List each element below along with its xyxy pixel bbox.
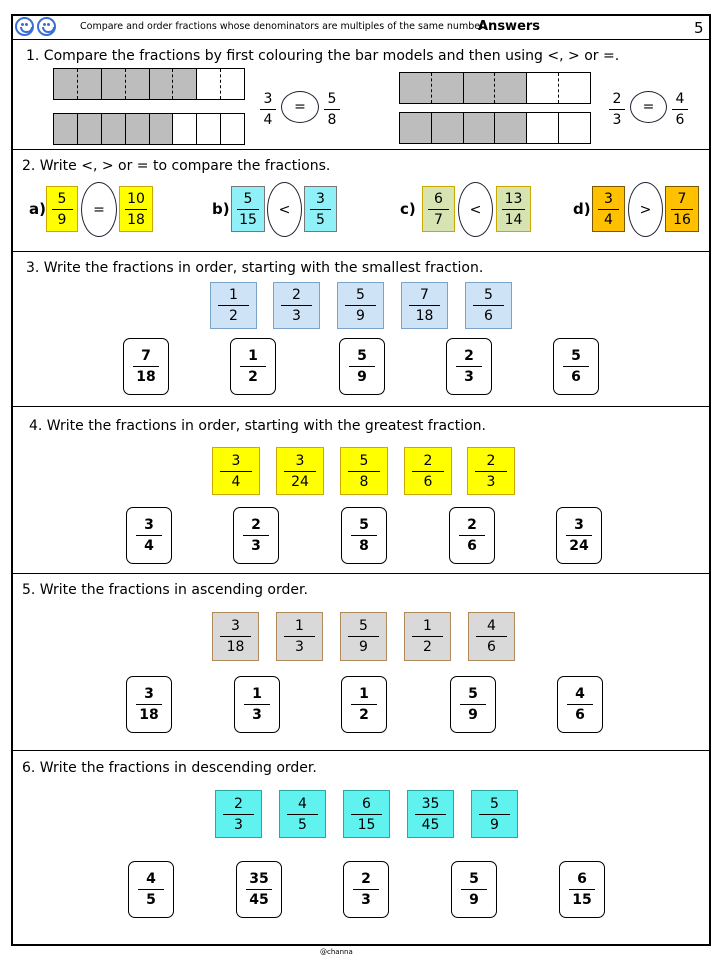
- comparison-symbol: <: [278, 201, 291, 218]
- comparison-symbol: =: [642, 99, 655, 115]
- fraction-tile: [276, 612, 323, 661]
- header-divider: [13, 39, 709, 40]
- fraction-bar: [287, 814, 319, 815]
- fraction-bar: [284, 636, 316, 637]
- section-divider: [13, 573, 709, 574]
- answer-fraction-box[interactable]: [446, 338, 492, 395]
- fraction-tile: 10 18: [119, 186, 153, 232]
- fraction-tile: [465, 282, 512, 329]
- denominator: 3: [252, 707, 262, 723]
- fraction-bar: [353, 889, 379, 890]
- q2-item-label: b): [212, 200, 230, 218]
- denominator: 15: [572, 892, 592, 908]
- q1-bar-model-left-top[interactable]: [53, 68, 245, 100]
- fraction-tile: [340, 447, 388, 495]
- page-number: 5: [694, 19, 704, 37]
- fraction-bar: [281, 305, 313, 306]
- fraction-bar: [243, 535, 269, 536]
- q2-item-label: a): [29, 200, 46, 218]
- fraction-bar: [218, 305, 250, 306]
- fraction-bar: [563, 366, 589, 367]
- bar-segment[interactable]: [559, 113, 590, 143]
- fraction-tile: [468, 612, 515, 661]
- bar-segment[interactable]: [126, 114, 150, 144]
- fraction-tile: [279, 790, 326, 838]
- fraction-tile: 6 7: [422, 186, 455, 232]
- q1-fraction: 4 6: [668, 88, 692, 130]
- fraction-bar: [348, 636, 380, 637]
- denominator: 5: [298, 816, 307, 833]
- bar-segment[interactable]: [495, 73, 527, 103]
- fraction-tile: 5 9: [46, 186, 78, 232]
- bar-segment[interactable]: [78, 114, 102, 144]
- fraction-tile: 13 14: [496, 186, 531, 232]
- fraction-bar: [475, 471, 507, 472]
- fraction-bar: [246, 889, 272, 890]
- numerator: 5: [490, 795, 499, 812]
- bar-segment[interactable]: [400, 113, 432, 143]
- numerator: 4: [575, 686, 585, 702]
- q3-title: 3. Write the fractions in order, starting with the smallest fraction.: [26, 260, 484, 276]
- bar-segment[interactable]: [173, 114, 197, 144]
- numerator: 5: [359, 452, 369, 469]
- fraction-tile: [212, 612, 259, 661]
- bar-segment[interactable]: [464, 113, 496, 143]
- denominator: 24: [569, 538, 589, 554]
- fraction-bar: [461, 889, 487, 890]
- numerator: 6: [362, 795, 371, 812]
- fraction-bar: [459, 535, 485, 536]
- denominator: 9: [469, 892, 479, 908]
- numerator: 7: [420, 287, 429, 303]
- fraction-bar: [138, 889, 164, 890]
- fraction-bar: [460, 704, 486, 705]
- denominator: 2: [423, 639, 432, 655]
- q2-answer-oval[interactable]: [458, 182, 493, 237]
- section-divider: [13, 406, 709, 407]
- fraction-tile: [215, 790, 262, 838]
- denominator: 6: [467, 538, 477, 554]
- numerator: 2: [467, 517, 477, 533]
- answer-fraction-box[interactable]: [553, 338, 599, 395]
- fraction-tile: [467, 447, 515, 495]
- numerator: 6: [577, 871, 587, 887]
- denominator: 8: [359, 473, 369, 490]
- bar-segment[interactable]: [197, 114, 221, 144]
- fraction-bar: [567, 704, 593, 705]
- numerator: 5: [356, 287, 365, 303]
- q1-fraction: 5 8: [320, 88, 344, 130]
- numerator: 3: [295, 452, 305, 469]
- fraction-tile: [276, 447, 324, 495]
- section-divider: [13, 149, 709, 150]
- numerator: 5: [468, 686, 478, 702]
- bar-segment[interactable]: [432, 113, 464, 143]
- numerator: 5: [357, 348, 367, 364]
- fraction-tile: [340, 612, 387, 661]
- denominator: 3: [486, 473, 496, 490]
- q1-answer-oval[interactable]: [630, 91, 667, 123]
- bar-segment[interactable]: [78, 69, 102, 99]
- answer-fraction-box[interactable]: [126, 507, 172, 564]
- denominator: 6: [575, 707, 585, 723]
- q1-bar-model-left-bottom[interactable]: [53, 113, 245, 145]
- denominator: 2: [248, 369, 258, 385]
- denominator: 45: [249, 892, 269, 908]
- numerator: 4: [146, 871, 156, 887]
- fraction-bar: [349, 366, 375, 367]
- denominator: 9: [468, 707, 478, 723]
- numerator: 3: [574, 517, 584, 533]
- denominator: 3: [464, 369, 474, 385]
- numerator: 2: [251, 517, 261, 533]
- footer-credit: @channa: [320, 948, 353, 956]
- fraction-bar: [409, 305, 441, 306]
- q1-bar-model-right-bottom[interactable]: [399, 112, 591, 144]
- answer-fraction-box[interactable]: [339, 338, 385, 395]
- numerator: 3: [144, 517, 154, 533]
- numerator: 4: [487, 618, 496, 634]
- numerator: 1: [423, 618, 432, 634]
- comparison-symbol: =: [294, 99, 306, 115]
- denominator: 4: [231, 473, 241, 490]
- fraction-bar: [220, 636, 252, 637]
- denominator: 3: [292, 308, 301, 324]
- fraction-tile: [401, 282, 448, 329]
- numerator: 5: [571, 348, 581, 364]
- bar-segment[interactable]: [495, 113, 527, 143]
- denominator: 3: [234, 816, 243, 833]
- fraction-bar: [456, 366, 482, 367]
- section-divider: [13, 251, 709, 252]
- denominator: 9: [357, 369, 367, 385]
- fraction-tile: 3 5: [304, 186, 337, 232]
- numerator: 4: [298, 795, 307, 812]
- numerator: 5: [484, 287, 493, 303]
- bar-segment[interactable]: [102, 114, 126, 144]
- denominator: 2: [359, 707, 369, 723]
- answer-fraction-box[interactable]: [233, 507, 279, 564]
- denominator: 5: [146, 892, 156, 908]
- fraction-tile: [404, 612, 451, 661]
- denominator: 24: [291, 473, 309, 490]
- answer-fraction-box[interactable]: [341, 507, 387, 564]
- denominator: 6: [571, 369, 581, 385]
- fraction-bar: [351, 704, 377, 705]
- fraction-tile: [273, 282, 320, 329]
- denominator: 4: [144, 538, 154, 554]
- fraction-bar: [569, 889, 595, 890]
- fraction-tile: [343, 790, 390, 838]
- denominator: 9: [359, 639, 368, 655]
- answer-fraction-box[interactable]: [343, 861, 389, 918]
- q2-item-label: c): [400, 200, 416, 218]
- denominator: 18: [139, 707, 159, 723]
- bar-segment[interactable]: [559, 73, 590, 103]
- bar-segment[interactable]: [126, 69, 150, 99]
- fraction-bar: [223, 814, 255, 815]
- fraction-bar: [284, 471, 316, 472]
- denominator: 9: [490, 816, 499, 833]
- q1-title: 1. Compare the fractions by first colouring the bar models and then using <, > or =.: [26, 48, 620, 64]
- answer-fraction-box[interactable]: [128, 861, 174, 918]
- answer-fraction-box[interactable]: [234, 676, 280, 733]
- fraction-tile: 7 16: [665, 186, 699, 232]
- denominator: 3: [361, 892, 371, 908]
- fraction-bar: [220, 471, 252, 472]
- numerator: 2: [423, 452, 433, 469]
- bar-segment[interactable]: [197, 69, 221, 99]
- bar-segment[interactable]: [400, 73, 432, 103]
- section-divider: [13, 750, 709, 751]
- fraction-bar: [136, 535, 162, 536]
- fraction-tile: [407, 790, 454, 838]
- numerator: 7: [141, 348, 151, 364]
- denominator: 3: [295, 639, 304, 655]
- bar-segment[interactable]: [150, 69, 174, 99]
- numerator: 35: [249, 871, 269, 887]
- numerator: 5: [359, 618, 368, 634]
- numerator: 2: [361, 871, 371, 887]
- bar-segment[interactable]: [221, 114, 244, 144]
- numerator: 35: [421, 795, 440, 812]
- q1-answer-oval[interactable]: [281, 91, 319, 123]
- q5-title: 5. Write the fractions in ascending order.: [22, 582, 308, 598]
- q2-answer-oval[interactable]: [628, 182, 663, 237]
- numerator: 3: [231, 618, 240, 634]
- answer-fraction-box[interactable]: [450, 676, 496, 733]
- fraction-bar: [351, 535, 377, 536]
- answer-fraction-box[interactable]: [556, 507, 602, 564]
- fraction-tile: [471, 790, 518, 838]
- header-description: Compare and order fractions whose denominators are multiples of the same number.: [80, 21, 487, 32]
- q2-item-label: d): [573, 200, 591, 218]
- denominator: 3: [251, 538, 261, 554]
- denominator: 18: [136, 369, 156, 385]
- bar-segment[interactable]: [150, 114, 174, 144]
- numerator: 1: [359, 686, 369, 702]
- bar-segment[interactable]: [221, 69, 244, 99]
- numerator: 5: [469, 871, 479, 887]
- q1-fraction: 3 4: [256, 88, 280, 130]
- fraction-bar: [473, 305, 505, 306]
- fraction-tile: [210, 282, 257, 329]
- numerator: 5: [359, 517, 369, 533]
- comparison-symbol: <: [469, 201, 482, 218]
- fraction-bar: [136, 704, 162, 705]
- answer-fraction-box[interactable]: [451, 861, 497, 918]
- bar-segment[interactable]: [527, 113, 559, 143]
- fraction-bar: [412, 636, 444, 637]
- denominator: 2: [229, 308, 238, 324]
- fraction-bar: [566, 535, 592, 536]
- numerator: 2: [486, 452, 496, 469]
- numerator: 3: [144, 686, 154, 702]
- answer-fraction-box[interactable]: [449, 507, 495, 564]
- numerator: 1: [252, 686, 262, 702]
- denominator: 6: [487, 639, 496, 655]
- fraction-bar: [479, 814, 511, 815]
- denominator: 8: [359, 538, 369, 554]
- fraction-bar: [345, 305, 377, 306]
- comparison-symbol: >: [639, 201, 652, 218]
- fraction-bar: [476, 636, 508, 637]
- bar-segment[interactable]: [464, 73, 496, 103]
- numerator: 2: [464, 348, 474, 364]
- numerator: 3: [231, 452, 241, 469]
- answers-label: Answers: [478, 19, 541, 34]
- bar-segment[interactable]: [173, 69, 197, 99]
- q1-fraction: 2 3: [605, 88, 629, 130]
- answer-fraction-box[interactable]: [123, 338, 169, 395]
- denominator: 18: [226, 639, 245, 655]
- bar-segment[interactable]: [432, 73, 464, 103]
- answer-fraction-box[interactable]: [230, 338, 276, 395]
- fraction-tile: 5 15: [231, 186, 265, 232]
- numerator: 1: [295, 618, 304, 634]
- answer-fraction-box[interactable]: [557, 676, 603, 733]
- denominator: 9: [356, 308, 365, 324]
- fraction-bar: [415, 814, 447, 815]
- fraction-tile: [404, 447, 452, 495]
- numerator: 2: [292, 287, 301, 303]
- q6-title: 6. Write the fractions in descending order.: [22, 760, 317, 776]
- bar-segment[interactable]: [54, 69, 78, 99]
- denominator: 18: [415, 308, 434, 324]
- denominator: 6: [484, 308, 493, 324]
- fraction-bar: [244, 704, 270, 705]
- fraction-bar: [412, 471, 444, 472]
- answer-fraction-box[interactable]: [559, 861, 605, 918]
- comparison-symbol: =: [93, 201, 105, 218]
- numerator: 1: [229, 287, 238, 303]
- q2-answer-oval[interactable]: [267, 182, 302, 237]
- denominator: 45: [421, 816, 440, 833]
- bar-segment[interactable]: [527, 73, 559, 103]
- numerator: 1: [248, 348, 258, 364]
- fraction-bar: [351, 814, 383, 815]
- fraction-tile: [337, 282, 384, 329]
- fraction-bar: [348, 471, 380, 472]
- fraction-tile: 3 4: [592, 186, 625, 232]
- bar-segment[interactable]: [54, 114, 78, 144]
- answer-fraction-box[interactable]: [341, 676, 387, 733]
- denominator: 15: [357, 816, 376, 833]
- q1-bar-model-right-top[interactable]: [399, 72, 591, 104]
- answer-fraction-box[interactable]: [236, 861, 282, 918]
- numerator: 2: [234, 795, 243, 812]
- answer-fraction-box[interactable]: [126, 676, 172, 733]
- q2-title: 2. Write <, > or = to compare the fractions.: [22, 158, 331, 174]
- bar-segment[interactable]: [102, 69, 126, 99]
- q2-answer-oval[interactable]: [81, 182, 117, 237]
- fraction-bar: [240, 366, 266, 367]
- q4-title: 4. Write the fractions in order, starting with the greatest fraction.: [29, 418, 486, 434]
- fraction-bar: [133, 366, 159, 367]
- fraction-tile: [212, 447, 260, 495]
- denominator: 6: [423, 473, 433, 490]
